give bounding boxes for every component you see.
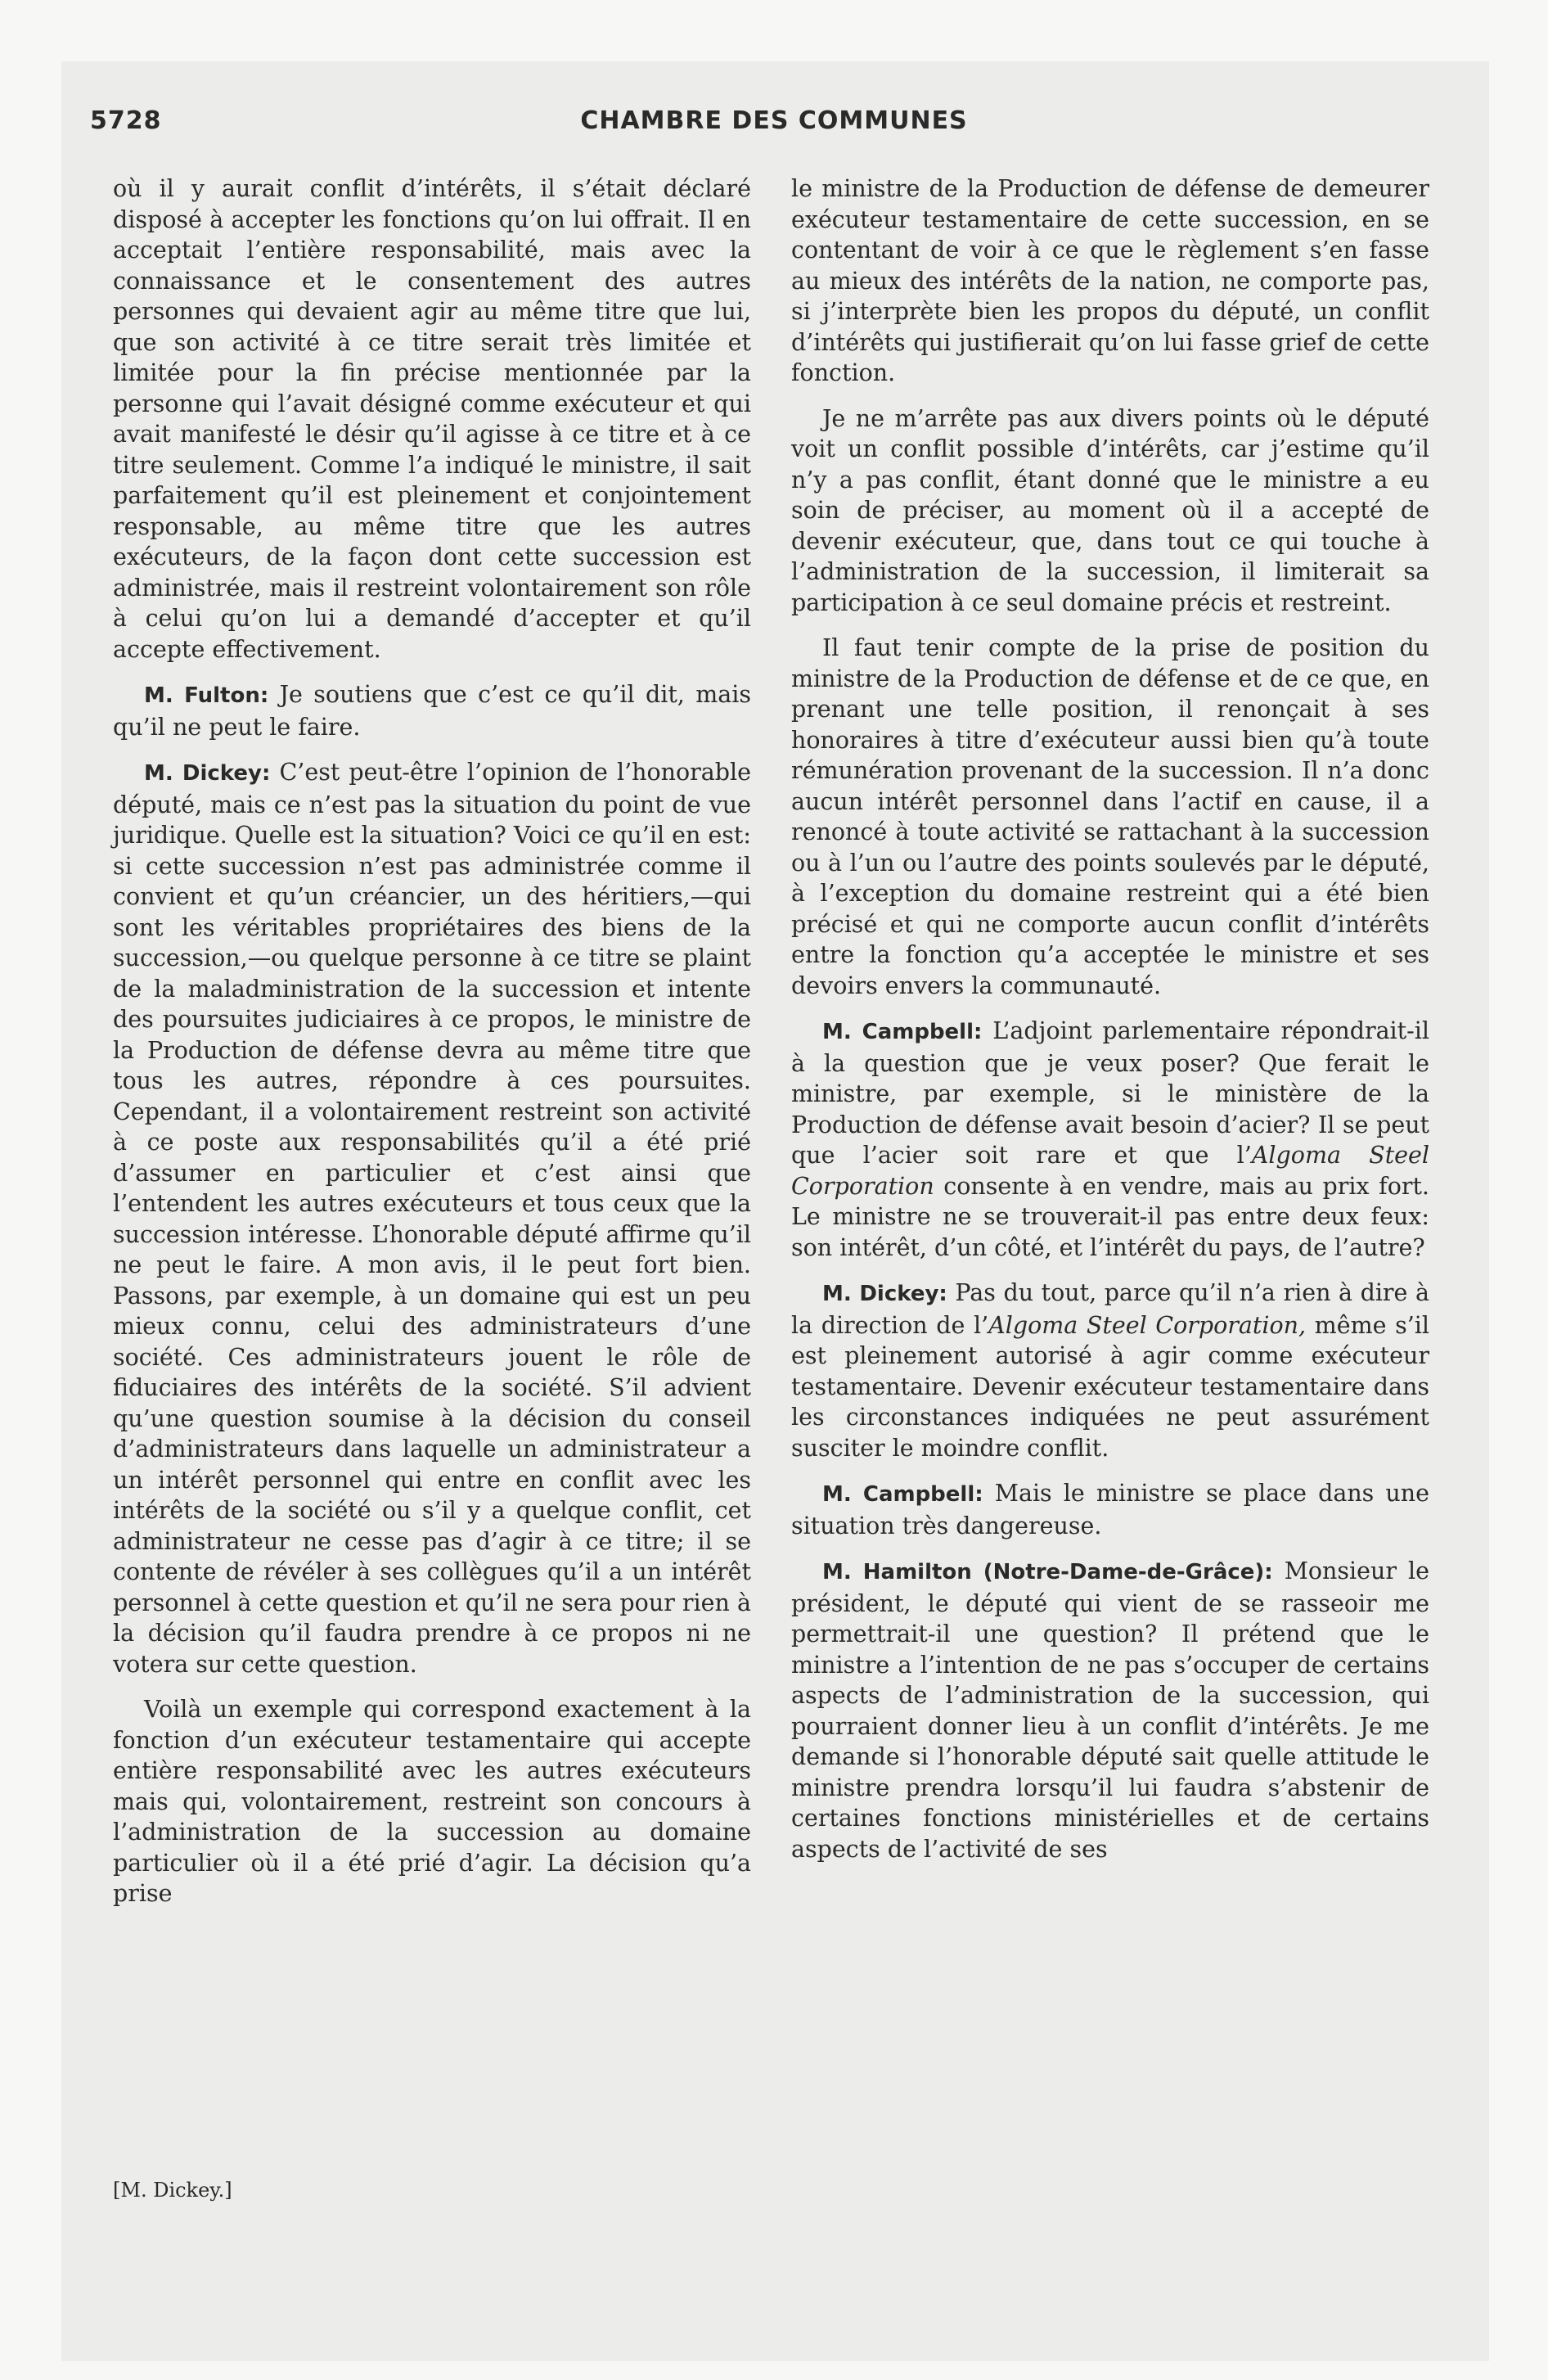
speech <box>113 679 751 742</box>
speaker-name: M. Hamilton (Notre-Dame-de-Grâce): <box>822 1560 1273 1584</box>
paragraph: Il faut tenir compte de la prise de position du ministre de la Production de défense et de ce que, en prenant une telle position, il renonçait à ses honoraires à titre d’exécuteur aussi bien qu’à toute rémunération provenant de la succession. Il n’a donc aucun intérêt personnel dans l’actif en cause, il a renoncé à toute activité se rattachant à la succession ou à l’un ou l’autre des points soulevés par le député, à l’exception du domaine restreint qui a été bien précisé et qui ne comporte aucun conflit d’intérêts entre la fonction qu’a acceptée le ministre et ses devoirs envers la communauté. <box>791 634 1429 999</box>
speech-text: Pas du tout, parce qu’il n’a rien à dire à la direction de l’ <box>791 1279 1429 1339</box>
paragraph: Voilà un exemple qui correspond exactement à la fonction d’un exécuteur testamentaire qui accepte entière responsabilité avec les autres exécuteurs mais qui, volontairement, restreint son concours à l’administration de la succession au domaine particulier où il a été prié d’agir. La décision qu’a prise <box>113 1696 751 1907</box>
speech-text: consente à en vendre, mais au prix fort. Le ministre ne se trouverait-il pas entre deux feux: son intérêt, d’un côté, et l’intérêt du pays, de l’autre? <box>791 1172 1429 1261</box>
speaker-name: M. Campbell: <box>822 1020 983 1044</box>
paragraph: le ministre de la Production de défense de demeurer exécuteur testamentaire de cette succession, en se contentant de voir à ce que le règlement s’en fasse au mieux des intérêts de la nation, ne comporte pas, si j’interprète bien les propos du député, un conflit d’intérêts qui justifierait qu’on lui fasse grief de cette fonction. <box>791 175 1429 386</box>
speech <box>791 1278 1429 1463</box>
speech-text: Monsieur le président, le député qui vient de se rasseoir me permettrait-il une question? Il prétend que le ministre a l’intention de ne pas s’occuper de certains aspects de l’administration de la succession, qui pourraient donner lieu à un conflit d’intérêts. Je me demande si l’honorable député sait quelle attitude le ministre prendra lorsqu’il lui faudra s’abstenir de certaines fonctions ministérielles et de certains aspects de l’activité de ses <box>791 1557 1429 1863</box>
speaker-name: M. Dickey: <box>144 761 271 786</box>
paragraph: Je ne m’arrête pas aux divers points où le député voit un conflit possible d’intérêts, car j’estime qu’il n’y a pas conflit, étant donné que le ministre a eu soin de préciser, au moment où il a accepté de devenir exécuteur, que, dans tout ce qui touche à l’administration de la succession, il limiterait sa participation à ce seul domaine précis et restreint. <box>791 404 1429 616</box>
speaker-name: M. Dickey: <box>822 1282 947 1306</box>
page-number: 5728 <box>90 106 162 135</box>
company-name: Algoma Steel Corporation <box>791 1142 1429 1200</box>
speech <box>113 757 751 1679</box>
right-column <box>791 174 1429 1879</box>
speech <box>791 1556 1429 1864</box>
speech-text: C’est peut-être l’opinion de l’honorable député, mais ce n’est pas la situation du point de vue juridique. Quelle est la situation? Voici ce qu’il en est: si cette succession n’est pas administrée comme il convient et qu’un créancier, un des héritiers,—qui sont les véritables propriétaires des biens de la succession,—ou quelque personne à ce titre se plaint de la maladministration de la succession et intente des poursuites judiciaires à ce propos, le ministre de la Production de défense devra au même titre que tous les autres, répondre à ces poursuites. Cependant, il a volontairement restreint son activité à ce poste aux responsabilités qu’il a été prié d’assumer en particulier et c’est ainsi que l’entendent les autres exécuteurs et tous ceux que la succession intéresse. L’honorable député affirme qu’il ne peut le faire. A mon avis, il le peut fort bien. Passons, par exemple, à un domaine qui est un peu mieux connu, celui des administrateurs d’une société. Ces administrateurs jouent le rôle de fiduciaires des intérêts de la société. S’il advient qu’une question soumise à la décision du conseil d’administrateurs dans laquelle un administrateur a un intérêt personnel qui entre en conflit avec les intérêts de la société ou s’il y a quelque conflit, cet administrateur ne cesse pas d’agir à ce titre; il se contente de révéler à ses collègues qu’il a un intérêt personnel à cette question et qu’il ne sera pour rien à la décision qu’il faudra prendre à ce propos ni ne votera sur cette question. <box>113 759 752 1678</box>
speech-text: L’adjoint parlementaire répondrait-il à la question que je veux poser? Que ferait le ministre, par exemple, si le ministère de la Production de défense avait besoin d’acier? Il se peut que l’acier soit rare et que l’ <box>791 1017 1429 1169</box>
speaker-name: M. Fulton: <box>144 683 269 708</box>
company-name: Algoma Steel Corporation, <box>988 1311 1307 1339</box>
speaker-name: M. Campbell: <box>822 1482 983 1507</box>
running-head: CHAMBRE DES COMMUNES <box>580 106 968 135</box>
speech <box>791 1478 1429 1541</box>
speech-text: même s’il est pleinement autorisé à agir comme exécuteur testamentaire. Devenir exécuteur testamentaire dans les circonstances indiquées ne peut assurément susciter le moindre conflit. <box>791 1311 1429 1462</box>
left-column <box>113 174 751 1924</box>
speech <box>791 1016 1429 1263</box>
speech-text: Mais le ministre se place dans une situation très dangereuse. <box>791 1480 1429 1539</box>
speaker-attribution: [M. Dickey.] <box>113 2179 232 2202</box>
speech-text: Je soutiens que c’est ce qu’il dit, mais qu’il ne peut le faire. <box>113 681 751 741</box>
paragraph: où il y aurait conflit d’intérêts, il s’était déclaré disposé à accepter les fonctions qu’on lui offrait. Il en acceptait l’entière responsabilité, mais avec la connaissance et le consentement des autres personnes qui devaient agir au même titre que lui, que son activité à ce titre serait très limitée et limitée pour la fin précise mentionnée par la personne qui l’avait désigné comme exécuteur et qui avait manifesté le désir qu’il agisse à ce titre et à ce titre seulement. Comme l’a indiqué le ministre, il sait parfaitement qu’il est pleinement et conjointement responsable, au même titre que les autres exécuteurs, de la façon dont cette succession est administrée, mais il restreint volontairement son rôle à celui qu’on lui a demandé d’accepter et qu’il accepte effectivement. <box>113 175 751 663</box>
